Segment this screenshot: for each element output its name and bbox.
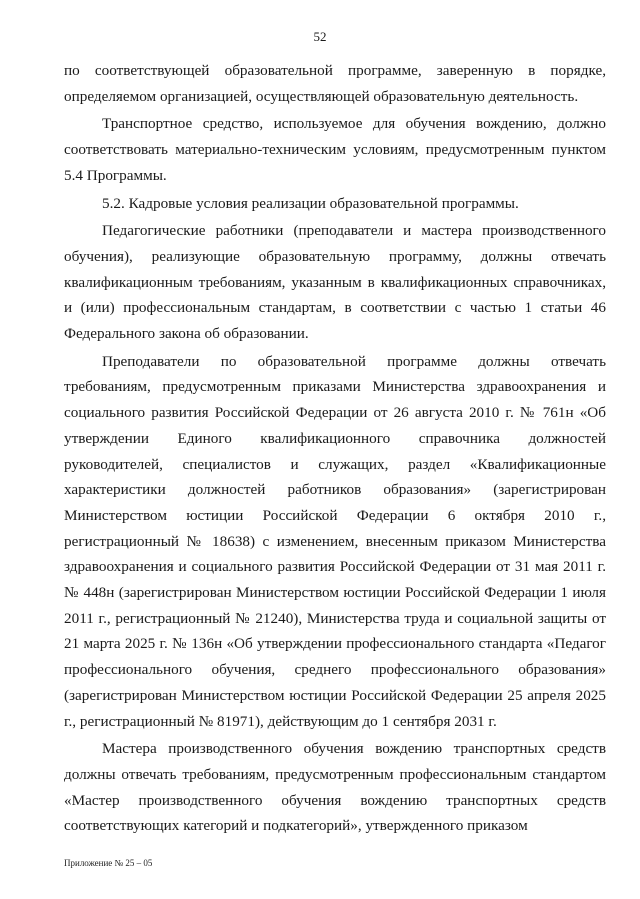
paragraph-continuation: по соответствующей образовательной программе, заверенную в порядке, определяемом организацией, осуществляющей образовательную деятельность. [64,62,606,105]
paragraph-teachers: Преподаватели по образовательной программе должны отвечать требованиям, предусмотренным приказами Министерства здравоохранения и социального развития Российской Федерации от 26 августа 2010 г. № 761н «Об утверждении Единого квалификационного справочника должностей руководителей, специалистов и служащих, раздел «Квалификационные характеристики должностей работников образования» (зарегистрирован Министерством юстиции Российской Федерации 6 октября 2010 г., регистрационный № 18638) с изменением, внесенным приказом Министерства здравоохранения и социального развития Российской Федерации от 31 мая 2011 г. № 448н (зарегистрирован Министерством юстиции Российской Федерации 1 июля 2011 г., регистрационный № 21240), Министерства труда и социальной защиты от 21 марта 2025 г. № 136н «Об утверждении профессионального стандарта «Педагог профессионального обучения, среднего профессионального образования» (зарегистрирован Министерством юстиции Российской Федерации 25 апреля 2025 г., регистрационный № 81971), действующим до 1 сентября 2031 г. [64,352,606,730]
page-number: 52 [313,29,327,44]
paragraph-driving-instructors: Мастера производственного обучения вождению транспортных средств должны отвечать требованиям, предусмотренным профессиональным стандартом «Мастер производственного обучения вождению транспортных средств соответствующих категорий и подкатегорий», утвержденного приказом [64,740,606,835]
footer-appendix-label: Приложение № 25 – 05 [64,858,153,868]
paragraph-pedagogical-workers: Педагогические работники (преподаватели и мастера производственного обучения), реализующие образовательную программу, должны отвечать квалификационным требованиям, указанным в квалификационных справочниках, и (или) профессиональным стандартам, в соответствии с частью 1 статьи 46 Федерального закона об образовании. [64,222,606,343]
section-heading-5-2: 5.2. Кадровые условия реализации образовательной программы. [102,194,519,212]
paragraph-vehicle: Транспортное средство, используемое для обучения вождению, должно соответствовать материально-техническим условиям, предусмотренным пунктом 5.4 Программы. [64,115,606,184]
document-body [64,58,606,839]
